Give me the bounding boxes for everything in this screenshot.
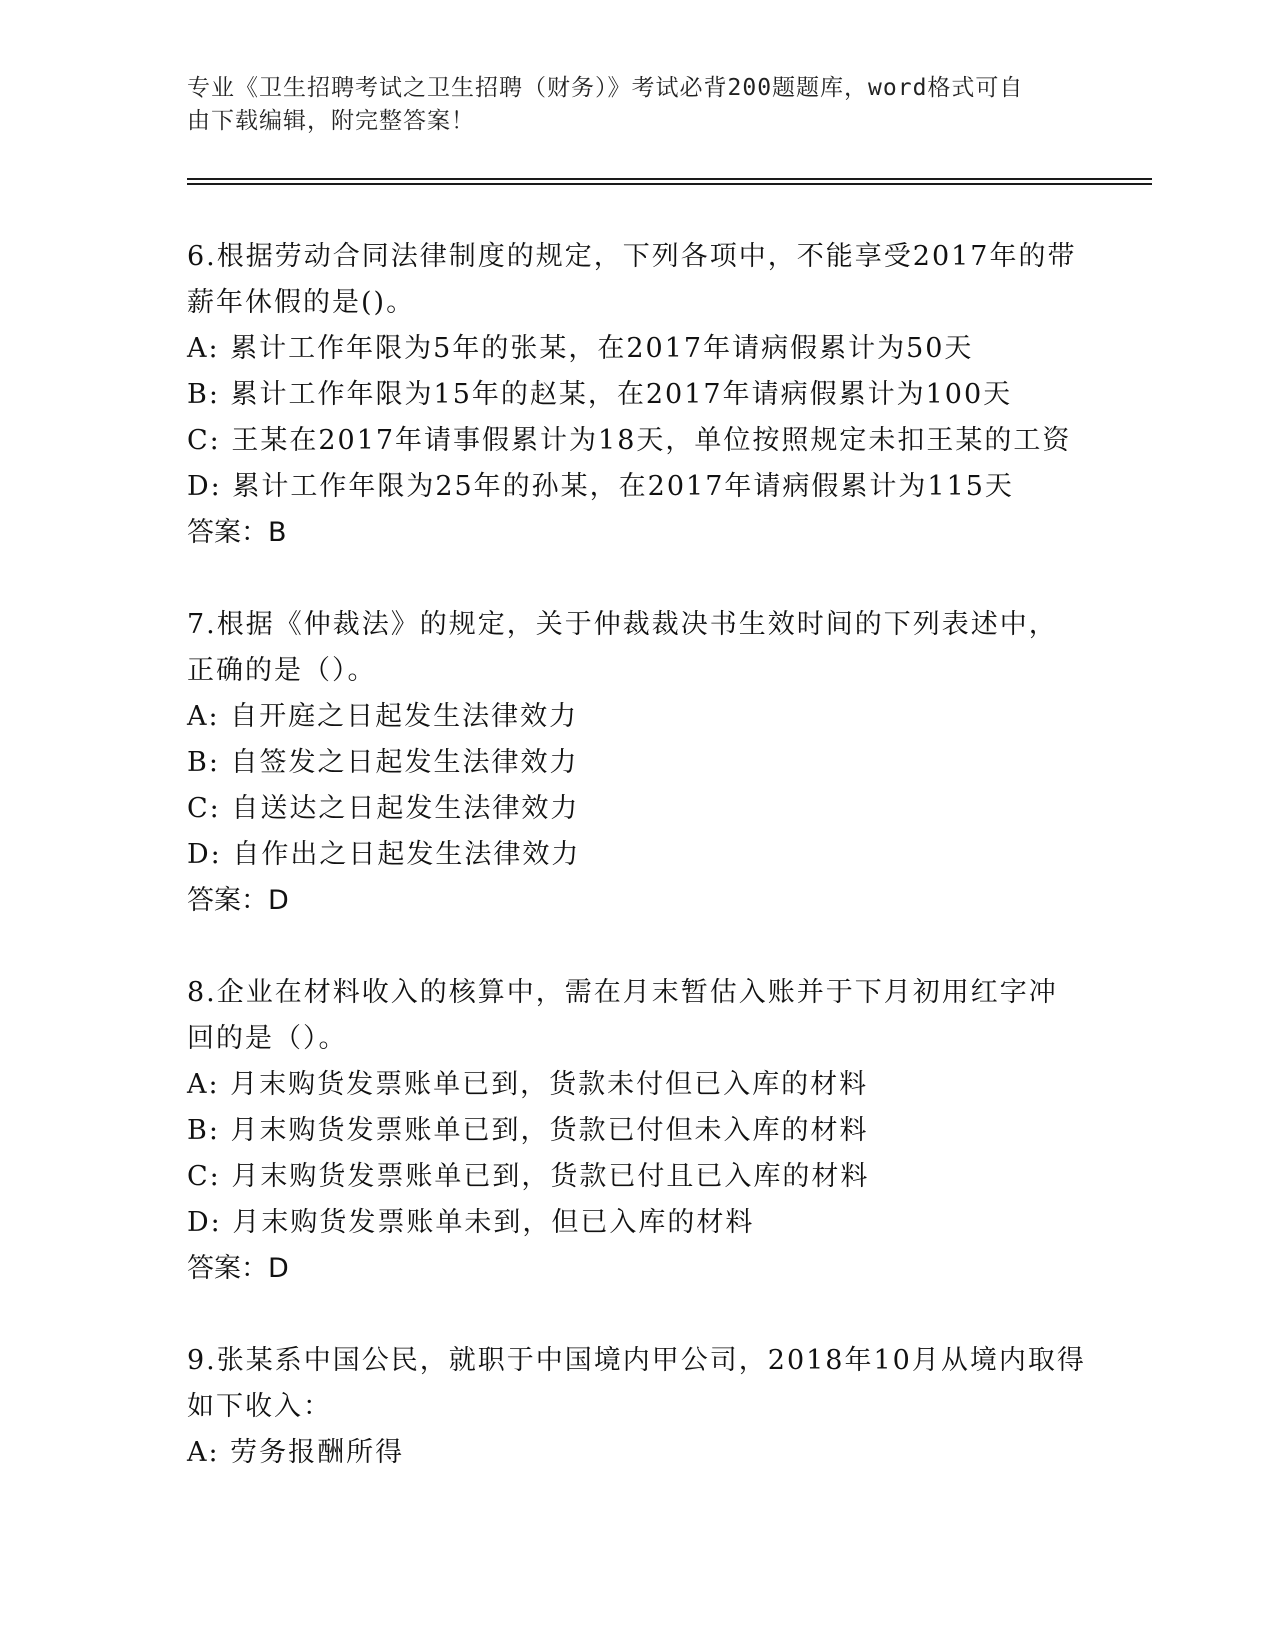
question-7 (187, 602, 1087, 924)
question-stem-line: 薪年休假的是()。 (187, 287, 416, 318)
question-8 (187, 970, 1087, 1292)
option-b: B: 月末购货发票账单已到，货款已付但未入库的材料 (187, 1115, 869, 1146)
question-stem-line: 回的是（）。 (187, 1023, 348, 1054)
option-c: C: 自送达之日起发生法律效力 (187, 793, 580, 824)
header-divider-bottom (187, 183, 1152, 185)
question-stem-line: 如下收入： (187, 1391, 332, 1422)
option-d: D: 月末购货发票账单未到，但已入库的材料 (187, 1207, 755, 1238)
answer: 答案：D (187, 1253, 289, 1284)
answer: 答案：D (187, 885, 289, 916)
question-9 (187, 1338, 1087, 1476)
option-a: A: 自开庭之日起发生法律效力 (187, 701, 579, 732)
option-b: B: 累计工作年限为15年的赵某，在2017年请病假累计为100天 (187, 379, 1013, 410)
option-c: C: 月末购货发票账单已到，货款已付且已入库的材料 (187, 1161, 870, 1192)
document-header (187, 72, 1087, 138)
option-a: A: 劳务报酬所得 (187, 1437, 405, 1468)
header-divider-top (187, 178, 1152, 180)
question-list (187, 234, 1087, 1522)
answer: 答案：B (187, 517, 287, 548)
option-a: A: 累计工作年限为5年的张某，在2017年请病假累计为50天 (187, 333, 974, 364)
option-d: D: 累计工作年限为25年的孙某，在2017年请病假累计为115天 (187, 471, 1014, 502)
question-stem-line: 6.根据劳动合同法律制度的规定，下列各项中，不能享受2017年的带 (187, 241, 1077, 272)
option-c: C: 王某在2017年请事假累计为18天，单位按照规定未扣王某的工资 (187, 425, 1072, 456)
question-stem-line: 8.企业在材料收入的核算中，需在月末暂估入账并于下月初用红字冲 (187, 977, 1058, 1008)
header-line-1: 专业《卫生招聘考试之卫生招聘（财务）》考试必背200题题库，word格式可自 (187, 75, 1024, 101)
option-b: B: 自签发之日起发生法律效力 (187, 747, 579, 778)
header-line-2: 由下载编辑，附完整答案！ (187, 108, 475, 134)
question-stem-line: 9.张某系中国公民，就职于中国境内甲公司，2018年10月从境内取得 (187, 1345, 1086, 1376)
question-stem-line: 7.根据《仲裁法》的规定，关于仲裁裁决书生效时间的下列表述中， (187, 609, 1058, 640)
question-stem-line: 正确的是（）。 (187, 655, 377, 686)
option-d: D: 自作出之日起发生法律效力 (187, 839, 581, 870)
question-6 (187, 234, 1087, 556)
option-a: A: 月末购货发票账单已到，货款未付但已入库的材料 (187, 1069, 869, 1100)
